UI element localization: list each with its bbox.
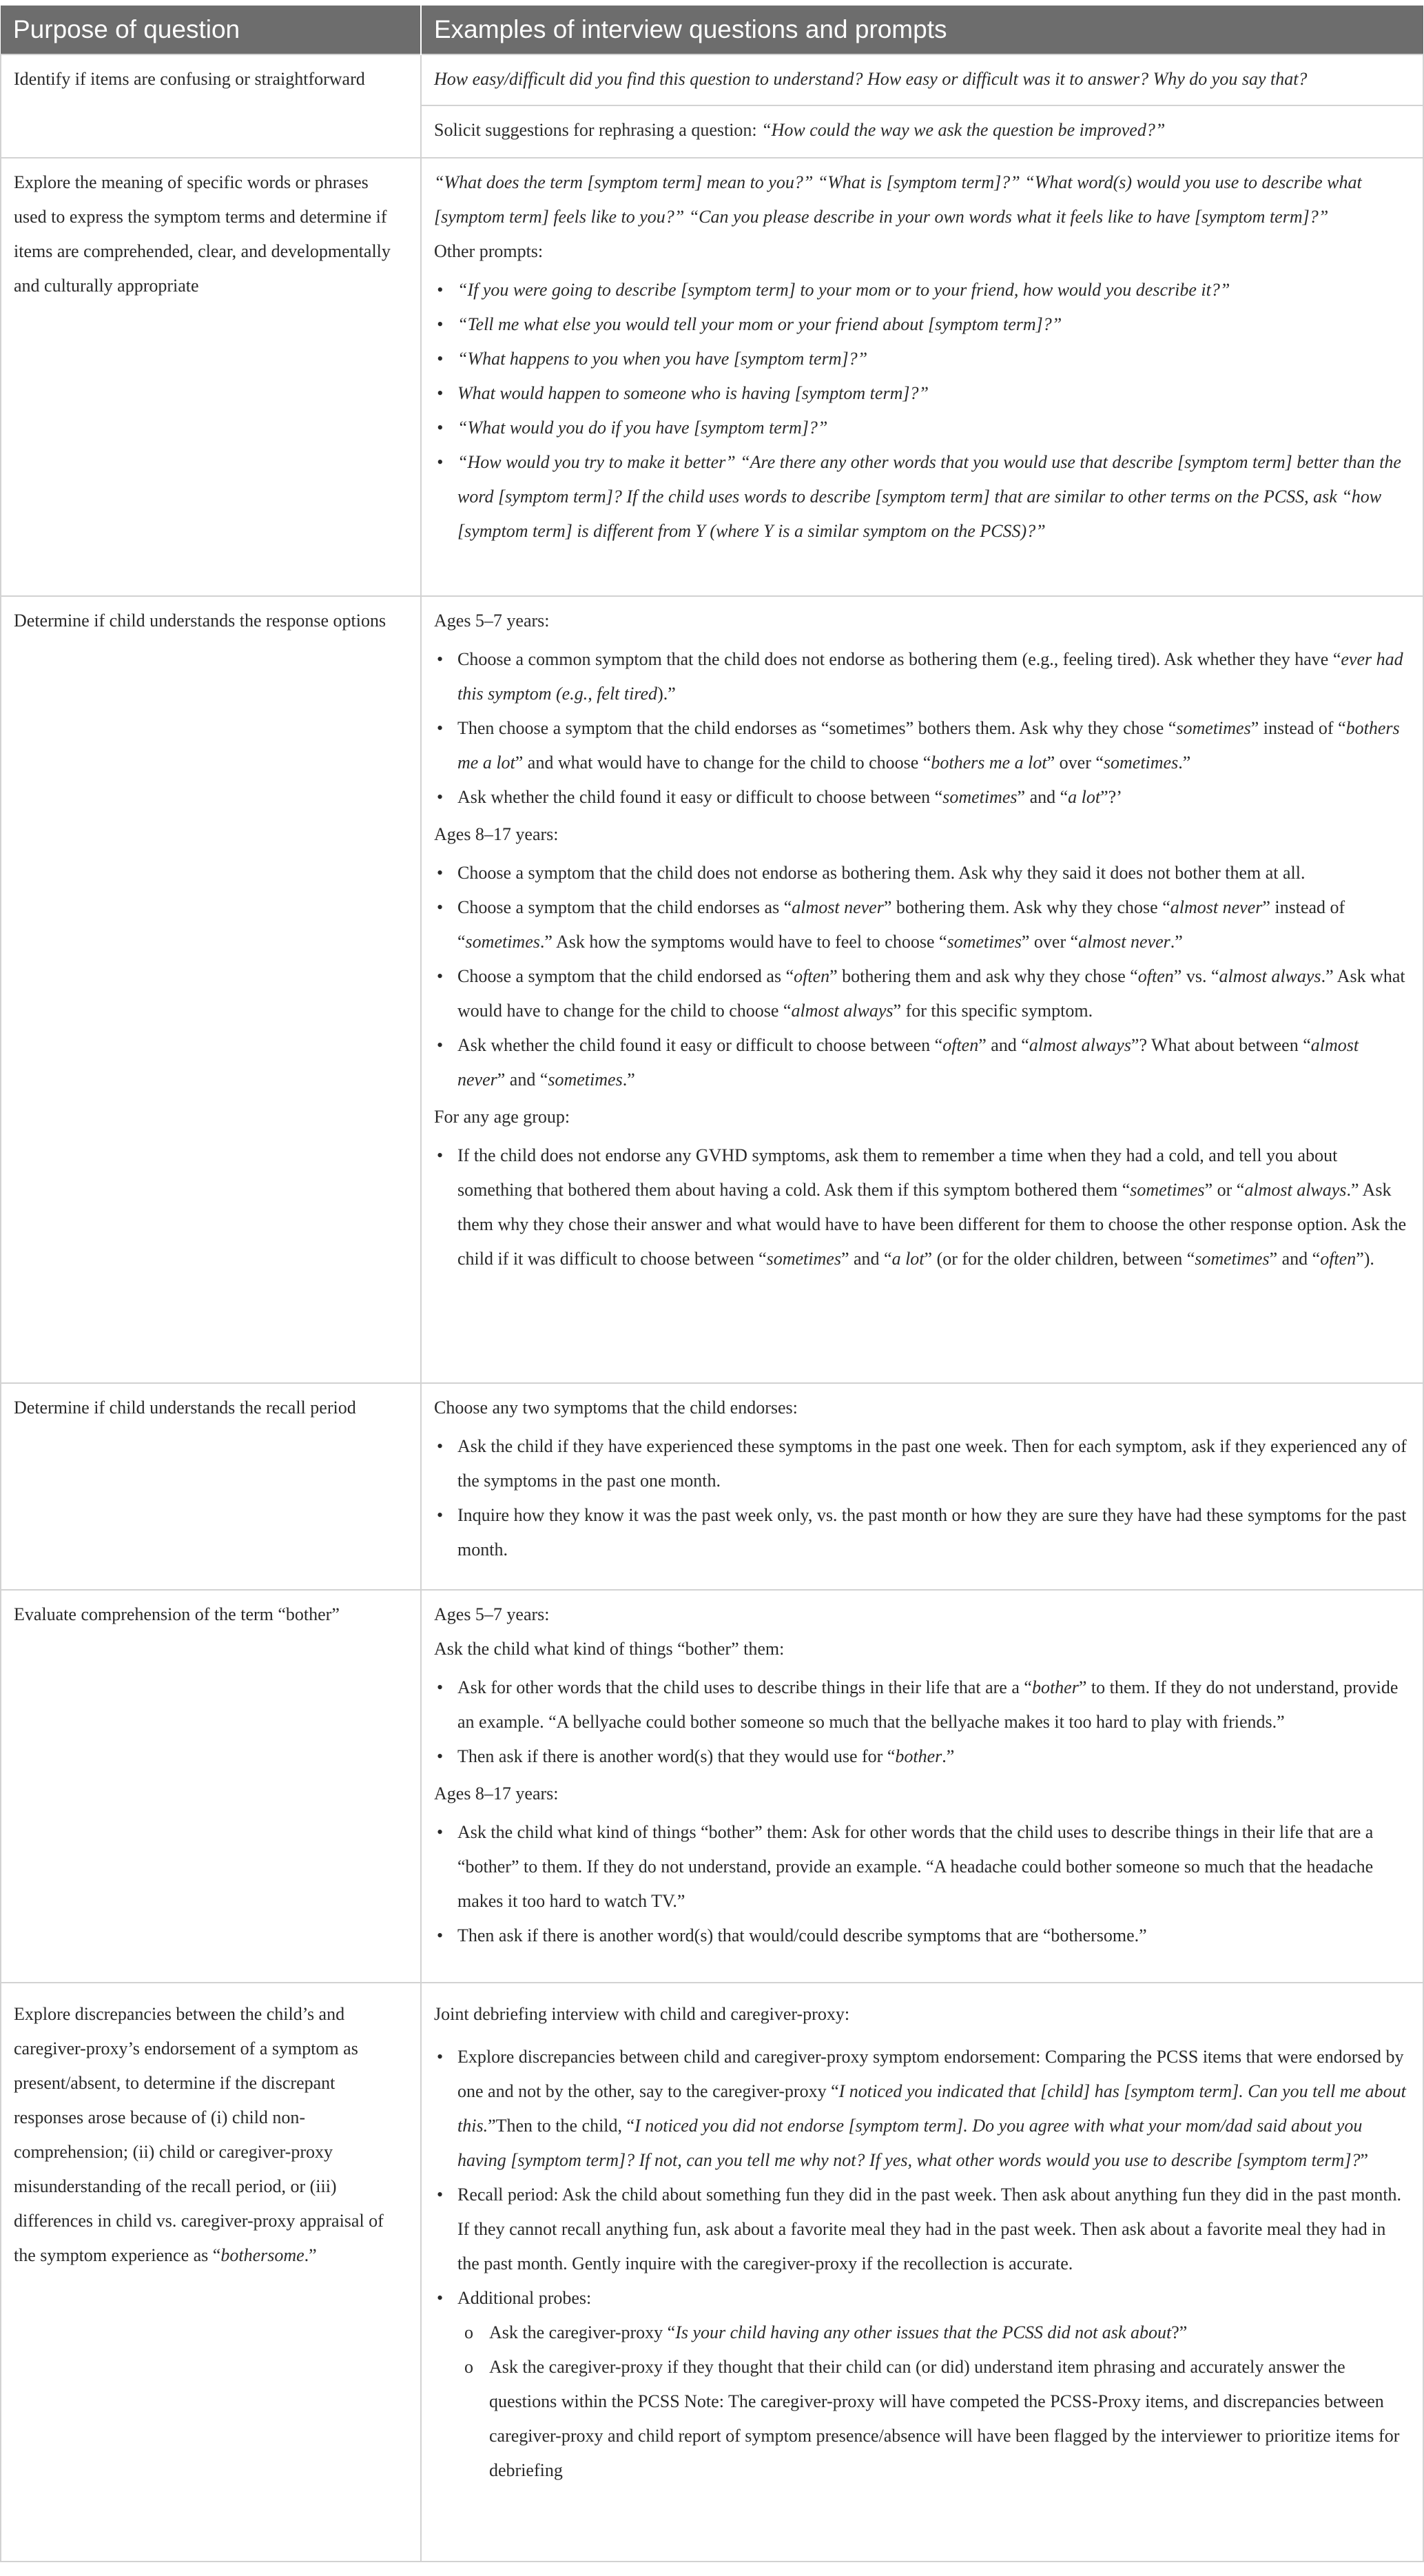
table-row <box>1 596 1423 1383</box>
examples-cell <box>421 596 1423 1383</box>
list-item: • Explore discrepancies between child and caregiver-proxy symptom endorsement: Comparing the PCSS items that were endorsed by one and not by the other, say to the caregiver-proxy “I noticed you indicated that [child] has [symptom term]. Can you tell me about this.”Then to the child, “I noticed you did not endorse [symptom term]. Do you agree with what your mom/dad said about you having [symptom term]? If not, can you tell me why not? If yes, what other words would you use to describe [symptom term]?” <box>457 2040 1407 2178</box>
purpose-text: Determine if child understands the recall period <box>14 1398 356 1418</box>
examples-cell <box>421 1590 1423 1983</box>
sub-prompt-list <box>457 2316 1407 2488</box>
purpose-cell <box>1 158 421 596</box>
prompt-list <box>434 856 1407 1097</box>
list-item: • “What happens to you when you have [symptom term]?” <box>457 342 1407 376</box>
examples-cell <box>421 1383 1423 1590</box>
table-row <box>1 1590 1423 1983</box>
table-row <box>1 1983 1423 2562</box>
age-group-label: Ages 8–17 years: <box>434 1783 559 1803</box>
example-intro: Joint debriefing interview with child and caregiver-proxy: <box>434 2004 850 2024</box>
purpose-text: Determine if child understands the response options <box>14 611 386 631</box>
prompt-list <box>434 1138 1407 1276</box>
sub-list-item: o Ask the caregiver-proxy if they thought that their child can (or did) understand item phrasing and accurately answer the questions within the PCSS Note: The caregiver-proxy will have competed the PCSS-Proxy items, and discrepancies between caregiver-proxy and child report of symptom presence/absence will have been flagged by the interviewer to prioritize items for debriefing <box>489 2350 1407 2488</box>
purpose-cell <box>1 596 421 1383</box>
list-item: • Choose a symptom that the child endorsed as “often” bothering them and ask why they chose “often” vs. “almost always.” Ask what would have to change for the child to choose “almost always” for this specific symptom. <box>457 959 1407 1028</box>
list-item: • Additional probes: o Ask the caregiver-proxy “Is your child having any other issues that the PCSS did not ask about?” o Ask the caregiver-proxy if they thought that their child can (or did) understand item phrasing and accurately answer the questions within the PCSS Note: The caregiver-proxy will have competed the PCSS-Proxy items, and discrepancies between caregiver-proxy and child report of symptom presence/absence will have been flagged by the interviewer to prioritize items for debriefing <box>457 2281 1407 2488</box>
list-item: • Then ask if there is another word(s) that would/could describe symptoms that are “bothersome.” <box>457 1919 1407 1953</box>
list-item: • Choose a symptom that the child does not endorse as bothering them. Ask why they said it does not bother them at all. <box>457 856 1407 890</box>
interview-guide-table <box>0 6 1424 2562</box>
list-item: • “How would you try to make it better” “Are there any other words that you would use that describe [symptom term] better than the word [symptom term]? If the child uses words to describe [symptom term] that are similar to other terms on the PCSS, ask “how [symptom term] is different from Y (where Y is a similar symptom on the PCSS)?” <box>457 445 1407 549</box>
purpose-cell <box>1 54 421 158</box>
list-item: • Then ask if there is another word(s) that they would use for “bother.” <box>457 1739 1407 1774</box>
purpose-text: Identify if items are confusing or straightforward <box>14 69 365 89</box>
list-item: • Ask whether the child found it easy or difficult to choose between “sometimes” and “a lot”?’ <box>457 780 1407 815</box>
column-header-examples: Examples of interview questions and prompts <box>421 6 1423 54</box>
list-item: • Ask whether the child found it easy or difficult to choose between “often” and “almost always”? What about between “almost never” and “sometimes.” <box>457 1028 1407 1097</box>
prompt-list <box>434 273 1407 549</box>
list-item: • “Tell me what else you would tell your mom or your friend about [symptom term]?” <box>457 307 1407 342</box>
examples-cell <box>421 158 1423 596</box>
examples-cell <box>421 54 1423 158</box>
prompt-list <box>434 1670 1407 1774</box>
age-group-label: Ages 5–7 years: <box>434 611 550 631</box>
example-quote: “How could the way we ask the question be improved?” <box>761 120 1166 140</box>
list-item: • “If you were going to describe [symptom term] to your mom or to your friend, how would you describe it?” <box>457 273 1407 307</box>
purpose-cell <box>1 1383 421 1590</box>
example-intro: “What does the term [symptom term] mean to you?” “What is [symptom term]?” “What word(s) would you use to describe what [symptom term] feels like to you?” “Can you please describe in your own words what it feels like to have [symptom term]?” <box>434 172 1362 227</box>
list-item: • If the child does not endorse any GVHD symptoms, ask them to remember a time when they had a cold, and tell you about something that bothered them about having a cold. Ask them if this symptom bothered them “sometimes” or “almost always.” Ask them why they chose their answer and what would have to have been different for them to choose the other response option. Ask the child if it was difficult to choose between “sometimes” and “a lot” (or for the older children, between “sometimes” and “often”). <box>457 1138 1407 1276</box>
list-item: • Recall period: Ask the child about something fun they did in the past week. Then ask about anything fun they did in the past month. If they cannot recall anything fun, ask about a favorite meal they had in the past week. Then ask about a favorite meal they had in the past month. Gently inquire with the caregiver-proxy if the recollection is accurate. <box>457 2178 1407 2281</box>
list-item: • Choose a symptom that the child endorses as “almost never” bothering them. Ask why they chose “almost never” instead of “sometimes.” Ask how the symptoms would have to feel to choose “sometimes” over “almost never.” <box>457 890 1407 959</box>
purpose-text: Evaluate comprehension of the term “bother” <box>14 1604 340 1624</box>
list-item: • Ask the child what kind of things “bother” them: Ask for other words that the child uses to describe things in their life that are a “bother” to them. If they do not understand, provide an example. “A headache could bother someone so much that the headache makes it too hard to watch TV.” <box>457 1815 1407 1919</box>
age-group-label: For any age group: <box>434 1107 570 1127</box>
table-row <box>1 158 1423 596</box>
sub-list-item: o Ask the caregiver-proxy “Is your child having any other issues that the PCSS did not ask about?” <box>489 2316 1407 2350</box>
example-intro: Ask the child what kind of things “bother” them: <box>434 1639 785 1659</box>
list-item: • Then choose a symptom that the child endorses as “sometimes” bothers them. Ask why they chose “sometimes” instead of “bothers me a lot” and what would have to change for the child to choose “bothers me a lot” over “sometimes.” <box>457 711 1407 780</box>
list-item: • “What would you do if you have [symptom term]?” <box>457 411 1407 445</box>
example-text: How easy/difficult did you find this question to understand? How easy or difficult was it to answer? Why do you say that? <box>434 69 1308 89</box>
list-item: • Inquire how they know it was the past week only, vs. the past month or how they are sure they have had these symptoms for the past month. <box>457 1498 1407 1567</box>
purpose-cell <box>1 1590 421 1983</box>
list-item: • Choose a common symptom that the child does not endorse as bothering them (e.g., feeling tired). Ask whether they have “ever had this symptom (e.g., felt tired).” <box>457 642 1407 711</box>
other-prompts-label: Other prompts: <box>434 241 544 261</box>
list-item: • Ask the child if they have experienced these symptoms in the past one week. Then for each symptom, ask if they experienced any of the symptoms in the past one month. <box>457 1429 1407 1498</box>
prompt-list <box>434 2040 1407 2488</box>
examples-cell <box>421 1983 1423 2562</box>
purpose-text: Explore the meaning of specific words or phrases used to express the symptom terms and determine if items are comprehended, clear, and developmentally and culturally appropriate <box>14 172 391 296</box>
age-group-label: Ages 5–7 years: <box>434 1604 550 1624</box>
prompt-list <box>434 642 1407 815</box>
prompt-list <box>434 1429 1407 1567</box>
list-item: • What would happen to someone who is having [symptom term]?” <box>457 376 1407 411</box>
table-header-row <box>1 6 1423 54</box>
prompt-list <box>434 1815 1407 1953</box>
purpose-cell: Explore discrepancies between the child’s and caregiver-proxy’s endorsement of a symptom as present/absent, to determine if the discrepant responses arose because of (i) child non-comprehension; (ii) child or caregiver-proxy misunderstanding of the recall period, or (iii) differences in child vs. caregiver-proxy appraisal of the symptom experience as “bothersome.” <box>1 1983 421 2562</box>
example-text <box>422 105 1423 156</box>
list-item: • Ask for other words that the child uses to describe things in their life that are a “bother” to them. If they do not understand, provide an example. “A bellyache could bother someone so much that the bellyache makes it too hard to play with friends.” <box>457 1670 1407 1739</box>
column-header-purpose: Purpose of question <box>1 6 421 54</box>
example-intro: Choose any two symptoms that the child endorses: <box>434 1398 798 1418</box>
age-group-label: Ages 8–17 years: <box>434 824 559 844</box>
table-row <box>1 1383 1423 1590</box>
table-row <box>1 54 1423 158</box>
example-lead: Solicit suggestions for rephrasing a question: <box>434 120 762 140</box>
